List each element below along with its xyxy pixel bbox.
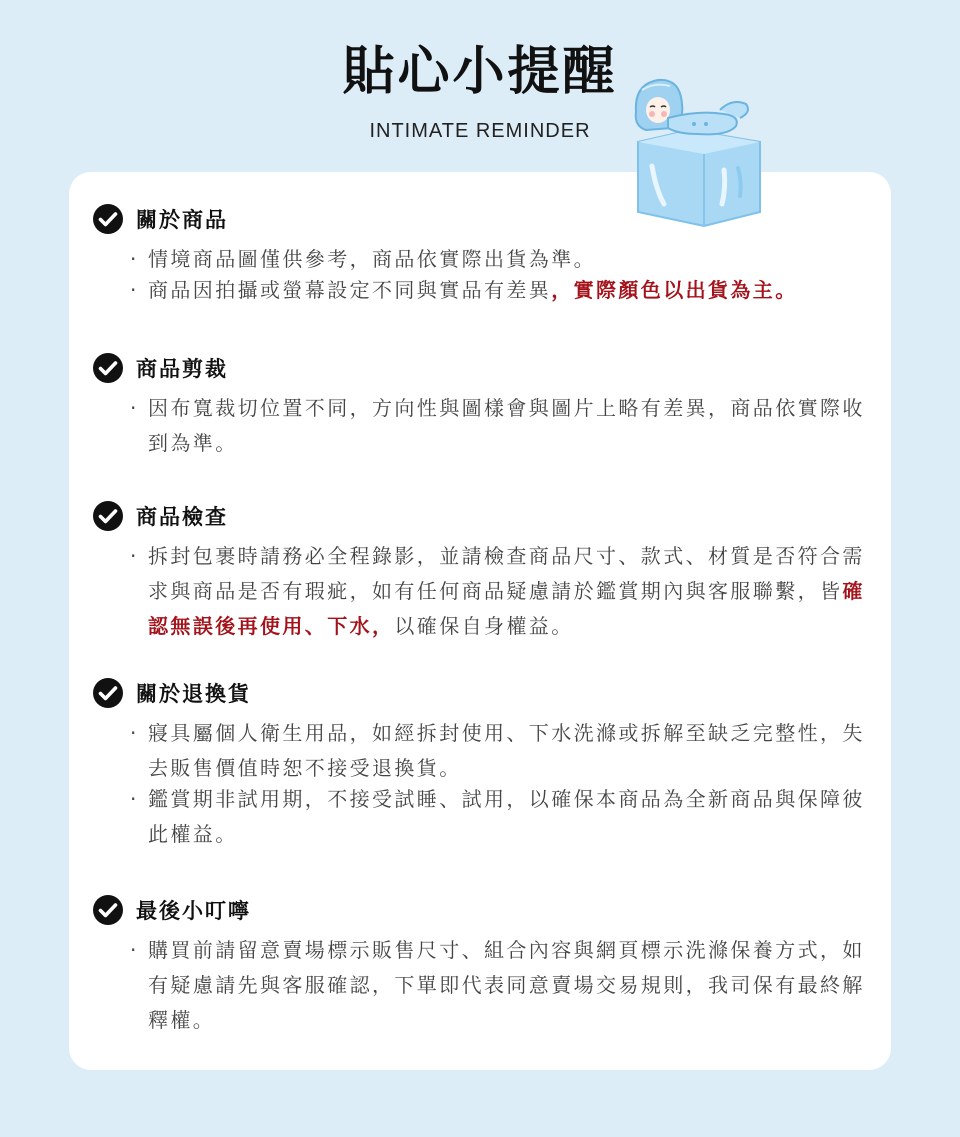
- check-circle-icon: [92, 500, 124, 532]
- list-item: · 寢具屬個人衛生用品，如經拆封使用、下水洗滌或拆解至缺乏完整性，失去販售價值時恕不接受退換貨。: [130, 721, 865, 780]
- section-cutting: [92, 351, 882, 461]
- section-final-reminder: [92, 893, 882, 1038]
- section-returns: [92, 676, 882, 852]
- check-circle-icon: [92, 894, 124, 926]
- list-item: · 鑑賞期非試用期，不接受試睡、試用，以確保本商品為全新商品與保障彼此權益。: [130, 787, 865, 846]
- item-highlight: ，實際顏色以出貨為主。: [551, 278, 798, 302]
- header: [0, 0, 960, 170]
- list-item: · 商品因拍攝或螢幕設定不同與實品有差異，實際顏色以出貨為主。: [130, 278, 798, 302]
- section-title: 最後小叮嚀: [136, 899, 251, 923]
- list-item: · 拆封包裹時請務必全程錄影，並請檢查商品尺寸、款式、材質是否符合需求與商品是否有瑕疵，如有任何商品疑慮請於鑑賞期內與客服聯繫，皆確認無誤後再使用、下水，以確保自身權益。: [130, 544, 865, 638]
- item-text: 寢具屬個人衛生用品，如經拆封使用、下水洗滌或拆解至缺乏完整性，失去販售價值時恕不接受退換貨。: [148, 721, 865, 780]
- item-tail: 以確保自身權益。: [394, 614, 574, 638]
- section-title: 商品檢查: [136, 505, 228, 529]
- check-circle-icon: [92, 203, 124, 235]
- item-highlight: 確認無誤後再使用、下水，: [148, 579, 865, 638]
- section-header: [92, 676, 882, 710]
- item-text: 商品因拍攝或螢幕設定不同與實品有差異: [148, 278, 552, 302]
- list-item: · 因布寬裁切位置不同，方向性與圖樣會與圖片上略有差異，商品依實際收到為準。: [130, 396, 865, 455]
- check-circle-icon: [92, 677, 124, 709]
- section-header: [92, 893, 882, 927]
- list-item: · 情境商品圖僅供參考，商品依實際出貨為準。: [130, 247, 596, 271]
- section-inspection: [92, 499, 882, 644]
- check-circle-icon: [92, 352, 124, 384]
- item-text: 購買前請留意賣場標示販售尺寸、組合內容與網頁標示洗滌保養方式，如有疑慮請先與客服確認，下單即代表同意賣場交易規則，我司保有最終解釋權。: [148, 938, 865, 1032]
- section-header: [92, 499, 882, 533]
- item-text: 拆封包裹時請務必全程錄影，並請檢查商品尺寸、款式、材質是否符合需求與商品是否有瑕疵，如有任何商品疑慮請於鑑賞期內與客服聯繫，皆: [148, 544, 865, 603]
- list-item: · 購買前請留意賣場標示販售尺寸、組合內容與網頁標示洗滌保養方式，如有疑慮請先與客服確認，下單即代表同意賣場交易規則，我司保有最終解釋權。: [130, 938, 865, 1032]
- section-header: [92, 351, 882, 385]
- section-title: 關於商品: [136, 208, 228, 232]
- section-title: 關於退換貨: [136, 682, 251, 706]
- page-title: 貼心小提醒: [342, 42, 618, 102]
- item-text: 情境商品圖僅供參考，商品依實際出貨為準。: [148, 247, 596, 271]
- section-title: 商品剪裁: [136, 357, 228, 381]
- page-subtitle: INTIMATE REMINDER: [369, 120, 591, 142]
- item-text: 因布寬裁切位置不同，方向性與圖樣會與圖片上略有差異，商品依實際收到為準。: [148, 396, 865, 455]
- item-text: 鑑賞期非試用期，不接受試睡、試用，以確保本商品為全新商品與保障彼此權益。: [148, 787, 865, 846]
- ice-cube-girl-icon: [628, 70, 768, 230]
